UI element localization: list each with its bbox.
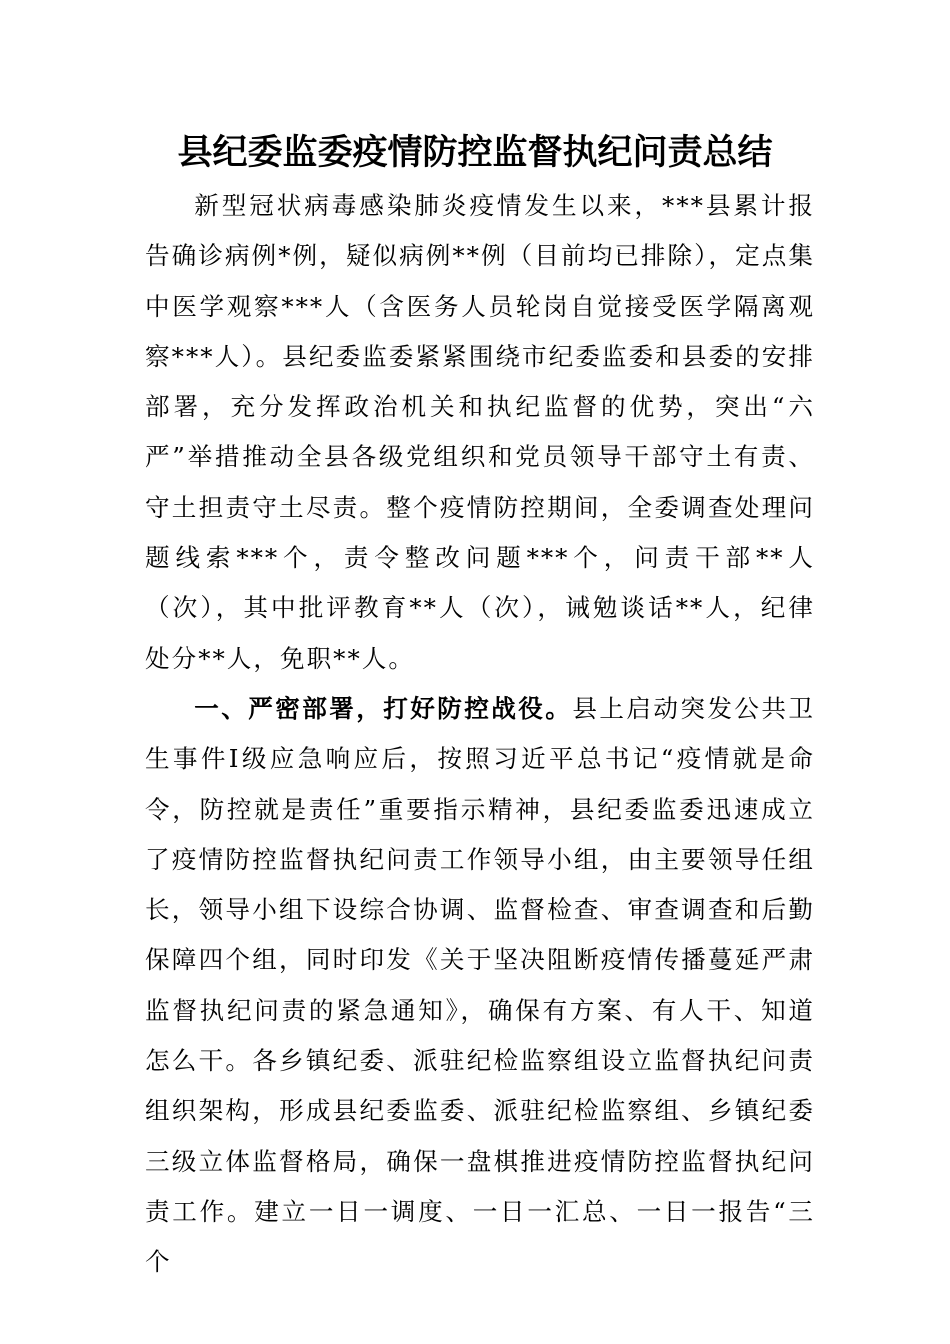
document-body <box>145 181 815 1288</box>
paragraph-section-1 <box>145 684 815 1288</box>
paragraph-intro <box>145 181 815 684</box>
paragraph-intro-text: 新型冠状病毒感染肺炎疫情发生以来，***县累计报告确诊病例*例，疑似病例**例（目前均已排除），定点集中医学观察***人（含医务人员轮岗自觉接受医学隔离观察***人）。县纪委监委紧紧围绕市纪委监委和县委的安排部署，充分发挥政治机关和执纪监督的优势，突出“六严”举措推动全县各级党组织和党员领导干部守土有责、守土担责守土尽责。整个疫情防控期间，全委调查处理问题线索***个，责令整改问题***个，问责干部**人（次），其中批评教育**人（次），诫勉谈话**人，纪律处分**人，免职**人。 <box>145 191 815 673</box>
document-title: 县纪委监委疫情防控监督执纪问责总结 <box>177 132 773 173</box>
section-1-heading: 一、严密部署，打好防控战役。 <box>194 693 573 723</box>
paragraph-section-1-text: 县上启动突发公共卫生事件Ⅰ级应急响应后，按照习近平总书记“疫情就是命令，防控就是责任”重要指示精神，县纪委监委迅速成立了疫情防控监督执纪问责工作领导小组，由主要领导任组长，领导小组下设综合协调、监督检查、审查调查和后勤保障四个组，同时印发《关于坚决阻断疫情传播蔓延严肃监督执纪问责的紧急通知》，确保有方案、有人干、知道怎么干。各乡镇纪委、派驻纪检监察组设立监督执纪问责组织架构，形成县纪委监委、派驻纪检监察组、乡镇纪委三级立体监督格局，确保一盘棋推进疫情防控监督执纪问责工作。建立一日一调度、一日一汇总、一日一报告“三个 <box>145 693 815 1277</box>
